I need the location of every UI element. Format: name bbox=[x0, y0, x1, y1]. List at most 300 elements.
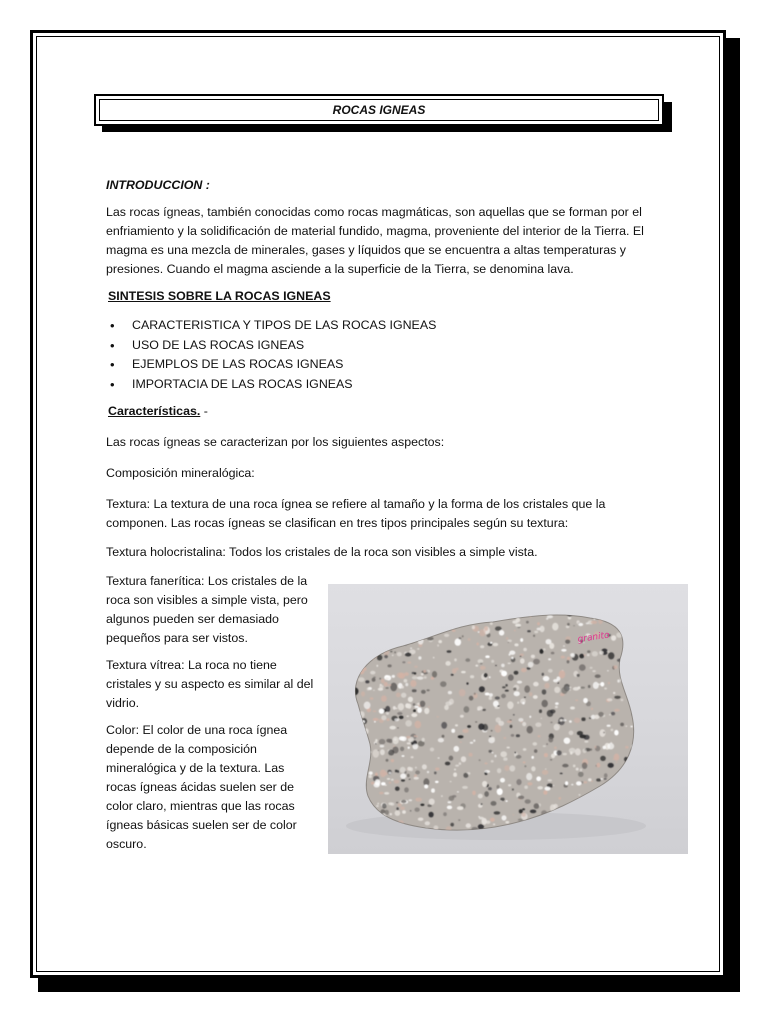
rock-speckle bbox=[516, 734, 520, 737]
rock-speckle bbox=[407, 662, 411, 664]
rock-speckle bbox=[627, 691, 629, 692]
rock-speckle bbox=[634, 691, 640, 698]
rock-speckle bbox=[400, 767, 406, 773]
rock-speckle bbox=[505, 684, 507, 687]
rock-speckle bbox=[563, 645, 565, 647]
rock-speckle bbox=[358, 616, 360, 618]
rock-speckle bbox=[354, 657, 357, 661]
rock-speckle bbox=[527, 630, 531, 632]
rock-speckle bbox=[607, 670, 609, 671]
rock-speckle bbox=[412, 676, 418, 679]
glassy-paragraph: Textura vítrea: La roca no tiene cristales y su aspecto es similar al del vidrio. bbox=[106, 658, 314, 710]
rock-speckle bbox=[351, 785, 355, 789]
rock-speckle bbox=[394, 780, 400, 784]
rock-speckle bbox=[497, 705, 499, 706]
rock-speckle bbox=[360, 741, 366, 745]
rock-speckle bbox=[559, 670, 566, 678]
rock-speckle bbox=[525, 799, 531, 804]
rock-speckle bbox=[379, 792, 383, 795]
rock-speckle bbox=[494, 755, 496, 758]
rock-speckle bbox=[378, 646, 380, 647]
rock-speckle bbox=[386, 739, 391, 743]
rock-speckle bbox=[489, 676, 491, 678]
rock-speckle bbox=[551, 754, 555, 759]
rock-speckle bbox=[399, 716, 404, 719]
rock-speckle bbox=[405, 720, 412, 727]
rock-speckle bbox=[531, 766, 535, 771]
rock-speckle bbox=[478, 659, 484, 663]
rock-speckle bbox=[422, 764, 427, 769]
rock-speckle bbox=[575, 748, 581, 755]
rock-speckle bbox=[494, 811, 501, 814]
rock-speckle bbox=[397, 712, 402, 715]
rock-speckle bbox=[610, 789, 612, 791]
rock-speckle bbox=[406, 736, 410, 739]
rock-speckle bbox=[580, 769, 582, 772]
rock-speckle bbox=[411, 713, 417, 717]
rock-speckle bbox=[354, 754, 357, 757]
rock-speckle bbox=[613, 665, 617, 669]
rock-speckle bbox=[486, 821, 491, 824]
rock-speckle bbox=[524, 697, 526, 698]
rock-speckle bbox=[575, 699, 578, 701]
rock-speckle bbox=[499, 630, 504, 636]
rock-speckle bbox=[591, 781, 593, 782]
rock-speckle bbox=[627, 645, 632, 648]
rock-speckle bbox=[454, 769, 456, 771]
rock-speckle bbox=[369, 751, 371, 753]
rock-speckle bbox=[530, 810, 536, 814]
rock-speckle bbox=[524, 765, 526, 767]
rock-speckle bbox=[384, 682, 388, 687]
rock-speckle bbox=[493, 643, 499, 647]
rock-speckle bbox=[361, 723, 363, 724]
rock-speckle bbox=[406, 715, 409, 717]
rock-speckle bbox=[475, 721, 477, 722]
rock-speckle bbox=[573, 687, 579, 691]
rock-speckle bbox=[502, 815, 507, 820]
rock-speckle bbox=[479, 686, 485, 692]
rock-speckle bbox=[398, 803, 402, 807]
rock-speckle bbox=[543, 648, 546, 650]
rock-speckle bbox=[414, 735, 416, 736]
rock-speckle bbox=[365, 637, 369, 640]
rock-speckle bbox=[348, 743, 353, 746]
rock-speckle bbox=[356, 774, 359, 776]
list-item: • EJEMPLOS DE LAS ROCAS IGNEAS bbox=[106, 355, 666, 375]
rock-speckle bbox=[370, 697, 374, 700]
rock-speckle bbox=[577, 731, 583, 735]
rock-speckle bbox=[567, 623, 570, 626]
rock-speckle bbox=[354, 661, 360, 668]
rock-speckle bbox=[429, 812, 434, 818]
rock-speckle bbox=[614, 709, 620, 712]
rock-speckle bbox=[491, 737, 495, 741]
rock-speckle bbox=[417, 676, 423, 679]
rock-speckle bbox=[630, 726, 632, 728]
rock-speckle bbox=[521, 611, 524, 614]
rock-speckle bbox=[411, 756, 414, 758]
rock-speckle bbox=[613, 692, 615, 694]
rock-speckle bbox=[351, 660, 355, 663]
rock-speckle bbox=[414, 613, 420, 619]
rock-speckle bbox=[356, 617, 363, 623]
rock-speckle bbox=[425, 625, 427, 626]
rock-speckle bbox=[548, 658, 551, 660]
rock-speckle bbox=[533, 682, 539, 687]
rock-speckle bbox=[379, 685, 383, 689]
rock-speckle bbox=[533, 659, 540, 665]
rock-speckle bbox=[570, 653, 575, 657]
rock-speckle bbox=[628, 801, 630, 803]
rock-speckle bbox=[351, 788, 358, 794]
rock-speckle bbox=[597, 763, 601, 768]
rock-speckle bbox=[467, 725, 471, 728]
rock-speckle bbox=[391, 779, 394, 781]
rock-speckle bbox=[472, 791, 476, 796]
rock-speckle bbox=[533, 695, 538, 699]
rock-speckle bbox=[367, 688, 370, 691]
rock-speckle bbox=[479, 759, 481, 761]
rock-speckle bbox=[548, 737, 553, 743]
rock-speckle bbox=[520, 656, 522, 657]
rock-speckle bbox=[495, 626, 502, 630]
rock-photo bbox=[328, 584, 688, 854]
rock-speckle bbox=[589, 717, 591, 719]
rock-speckle bbox=[490, 622, 493, 625]
rock-speckle bbox=[352, 647, 356, 651]
rock-speckle bbox=[464, 706, 470, 713]
rock-speckle bbox=[383, 624, 387, 627]
rock-speckle bbox=[543, 790, 547, 795]
rock-speckle bbox=[387, 778, 390, 780]
rock-speckle bbox=[361, 691, 365, 696]
rock-speckle bbox=[377, 641, 383, 648]
rock-speckle bbox=[630, 816, 633, 818]
rock-speckle bbox=[386, 759, 389, 762]
rock-speckle bbox=[522, 813, 526, 817]
rock-speckle bbox=[414, 777, 419, 780]
rock-speckle bbox=[507, 701, 513, 709]
rock-speckle bbox=[380, 631, 385, 635]
rock-speckle bbox=[375, 739, 377, 742]
rock-shape bbox=[355, 615, 633, 830]
rock-speckle bbox=[528, 782, 533, 785]
rock-speckle bbox=[546, 743, 548, 745]
rock-speckle bbox=[517, 702, 519, 704]
rock-speckle bbox=[485, 693, 490, 696]
rock-speckle bbox=[462, 786, 468, 789]
list-item: • IMPORTACIA DE LAS ROCAS IGNEAS bbox=[106, 375, 666, 395]
rock-speckle bbox=[487, 613, 489, 616]
rock-speckle bbox=[400, 773, 406, 778]
rock-speckle bbox=[625, 787, 631, 791]
rock-speckle bbox=[430, 748, 434, 752]
rock-speckle bbox=[374, 721, 376, 723]
rock-speckle bbox=[415, 767, 417, 769]
rock-speckle bbox=[470, 675, 474, 678]
rock-speckle bbox=[348, 713, 351, 716]
rock-speckle bbox=[391, 759, 394, 762]
rock-speckle bbox=[386, 718, 389, 721]
rock-speckle bbox=[421, 690, 426, 694]
rock-speckle bbox=[452, 668, 457, 673]
rock-speckle bbox=[424, 708, 429, 714]
rock-speckle bbox=[590, 796, 595, 801]
rock-speckle bbox=[561, 687, 567, 694]
rock-speckle bbox=[424, 785, 428, 789]
rock-speckle bbox=[576, 768, 579, 771]
rock-speckle bbox=[584, 654, 586, 656]
title-box bbox=[94, 94, 664, 126]
rock-speckle bbox=[404, 679, 408, 683]
rock-speckle bbox=[388, 684, 392, 686]
rock-speckle bbox=[409, 779, 411, 780]
rock-speckle bbox=[607, 651, 609, 653]
rock-speckle bbox=[380, 749, 385, 755]
rock-speckle bbox=[379, 739, 386, 745]
rock-speckle bbox=[614, 730, 618, 736]
color-paragraph: Color: El color de una roca ígnea depende de la composición mineralógica y de la textura. Las rocas ígneas ácidas suelen ser de color claro, mientras que las rocas ígneas básicas suelen ser de color oscuro. bbox=[106, 723, 297, 851]
rock-speckle bbox=[442, 735, 445, 738]
rock-speckle bbox=[397, 727, 399, 728]
rock-speckle bbox=[463, 773, 468, 778]
rock-speckle bbox=[500, 778, 505, 783]
rock-speckle bbox=[508, 663, 511, 665]
rock-speckle bbox=[390, 611, 394, 615]
rock-speckle bbox=[595, 674, 601, 678]
rock-speckle bbox=[570, 707, 575, 710]
rock-speckle bbox=[630, 651, 632, 652]
rock-speckle bbox=[600, 756, 606, 761]
rock-speckle bbox=[390, 726, 396, 730]
rock-speckle bbox=[590, 748, 592, 750]
rock-speckle bbox=[407, 767, 411, 771]
rock-speckle bbox=[369, 805, 374, 809]
rock-speckle bbox=[604, 773, 608, 778]
rock-speckle bbox=[508, 640, 512, 643]
rock-speckle bbox=[632, 767, 637, 771]
rock-speckle bbox=[393, 706, 396, 710]
rock-speckle bbox=[573, 801, 577, 804]
rock-speckle bbox=[506, 800, 508, 802]
rock-speckle bbox=[522, 808, 525, 810]
synthesis-heading: SINTESIS SOBRE LA ROCAS IGNEAS bbox=[108, 289, 331, 303]
rock-speckle bbox=[452, 630, 456, 632]
texture-paragraph: Textura: La textura de una roca ígnea se refiere al tamaño y la forma de los cristales que la componen. Las rocas ígneas se clasifican en tres tipos principales según su textura: bbox=[106, 497, 606, 530]
rock-speckle bbox=[458, 637, 461, 639]
rock-speckle bbox=[369, 811, 372, 813]
rock-speckle bbox=[508, 784, 511, 786]
characteristics-heading-line bbox=[108, 402, 666, 421]
rock-speckle bbox=[495, 696, 500, 699]
rock-speckle bbox=[598, 712, 604, 717]
rock-speckle bbox=[522, 722, 526, 726]
rock-speckle bbox=[408, 697, 413, 703]
rock-speckle bbox=[506, 637, 509, 640]
rock-speckle bbox=[479, 629, 485, 636]
rock-speckle bbox=[435, 781, 439, 783]
rock-speckle bbox=[555, 706, 558, 709]
rock-speckle bbox=[438, 738, 444, 742]
rock-speckle bbox=[503, 757, 507, 760]
rock-speckle bbox=[402, 810, 406, 814]
rock-speckle bbox=[550, 722, 552, 724]
rock-speckle bbox=[565, 781, 568, 785]
rock-speckle bbox=[554, 724, 560, 731]
rock-speckle bbox=[372, 678, 376, 682]
rock-speckle bbox=[357, 753, 359, 754]
rock-speckle bbox=[350, 786, 353, 788]
rock-speckle bbox=[424, 676, 427, 679]
rock-speckle bbox=[634, 727, 638, 731]
rock-speckle bbox=[589, 796, 593, 801]
rock-label-mark: granito bbox=[577, 630, 611, 645]
rock-speckle bbox=[569, 731, 574, 736]
rock-speckle bbox=[413, 709, 416, 712]
rock-speckle bbox=[484, 763, 487, 765]
rock-speckle bbox=[489, 693, 493, 697]
rock-speckle bbox=[627, 629, 633, 632]
rock-speckle bbox=[386, 712, 389, 715]
rock-speckle bbox=[587, 654, 590, 657]
rock-speckle bbox=[569, 720, 572, 723]
rock-speckle bbox=[603, 732, 605, 734]
rock-speckle bbox=[447, 650, 452, 653]
intro-heading: INTRODUCCION : bbox=[106, 178, 210, 192]
rock-speckle bbox=[401, 686, 404, 689]
rock-speckle bbox=[392, 675, 395, 678]
rock-speckle bbox=[395, 718, 400, 721]
rock-speckle bbox=[608, 652, 614, 659]
rock-speckle bbox=[347, 801, 353, 805]
rock-speckle bbox=[358, 657, 363, 661]
rock-speckle bbox=[497, 785, 500, 789]
rock-speckle bbox=[480, 666, 486, 670]
rock-speckle bbox=[433, 657, 435, 659]
rock-speckle bbox=[524, 685, 530, 692]
rock-speckle bbox=[421, 613, 427, 619]
rock-speckle bbox=[441, 610, 446, 615]
rock-speckle bbox=[512, 788, 514, 790]
rock-speckle bbox=[542, 673, 544, 676]
rock-speckle bbox=[526, 621, 529, 624]
rock-speckle bbox=[377, 621, 382, 626]
rock-speckle bbox=[420, 701, 426, 707]
rock-speckle bbox=[500, 798, 504, 801]
rock-speckle bbox=[472, 626, 475, 630]
rock-speckle bbox=[358, 677, 365, 682]
rock-speckle bbox=[621, 662, 626, 666]
rock-speckle bbox=[580, 687, 585, 689]
rock-speckle bbox=[448, 691, 452, 694]
rock-speckle bbox=[396, 693, 401, 698]
composition-paragraph: Composición mineralógica: bbox=[106, 466, 255, 480]
rock-speckle bbox=[574, 718, 580, 723]
rock-speckle bbox=[427, 689, 430, 691]
rock-speckle bbox=[594, 810, 598, 814]
rock-speckle bbox=[449, 796, 455, 801]
rock-speckle bbox=[401, 693, 406, 698]
rock-speckle bbox=[437, 623, 442, 626]
rock-speckle bbox=[389, 782, 392, 784]
rock-speckle bbox=[462, 729, 468, 733]
rock-speckle bbox=[383, 644, 389, 647]
rock-speckle bbox=[528, 662, 534, 668]
rock-speckle bbox=[398, 643, 400, 644]
rock-speckle bbox=[567, 660, 570, 663]
rock-speckle bbox=[348, 787, 353, 790]
rock-speckle bbox=[396, 802, 398, 803]
rock-speckle bbox=[489, 697, 492, 700]
rock-speckle bbox=[415, 770, 420, 774]
rock-speckle bbox=[485, 655, 489, 658]
rock-speckle bbox=[567, 610, 573, 617]
rock-speckle bbox=[421, 633, 423, 635]
rock-speckle bbox=[392, 655, 394, 657]
rock-speckle bbox=[391, 644, 395, 646]
rock-speckle bbox=[627, 809, 630, 811]
rock-speckle bbox=[455, 724, 458, 726]
rock-speckle bbox=[358, 624, 365, 630]
rock-speckle bbox=[369, 775, 372, 778]
rock-speckle bbox=[469, 753, 473, 757]
rock-speckle bbox=[360, 737, 363, 739]
rock-speckle bbox=[554, 687, 560, 693]
rock-speckle bbox=[501, 671, 507, 677]
rock-speckle bbox=[436, 716, 439, 717]
rock-speckle bbox=[512, 814, 514, 815]
rock-speckle bbox=[371, 627, 377, 630]
rock-speckle bbox=[418, 656, 421, 659]
rock-speckle bbox=[407, 742, 411, 744]
rock-speckle bbox=[577, 674, 580, 677]
rock-speckle bbox=[451, 674, 454, 676]
rock-image bbox=[328, 584, 688, 854]
rock-speckle bbox=[497, 788, 503, 795]
rock-speckle bbox=[599, 651, 603, 655]
rock-speckle bbox=[385, 687, 388, 689]
rock-speckle bbox=[384, 655, 388, 659]
rock-speckle bbox=[475, 665, 478, 667]
rock-speckle bbox=[420, 804, 424, 806]
rock-speckle bbox=[513, 714, 515, 716]
rock-speckle bbox=[460, 741, 462, 743]
rock-speckle bbox=[441, 795, 443, 797]
rock-speckle bbox=[496, 717, 501, 722]
rock-speckle bbox=[429, 799, 435, 805]
intro-paragraph: Las rocas ígneas, también conocidas como rocas magmáticas, son aquellas que se forman por el enfriamiento y la solidificación de material fundido, magma, proveniente del interior de la Tierra. El magma es una mezcla de minerales, gases y líquidos que se encuentra a altas temperaturas y presiones. Cuando el magma asciende a la superficie de la Tierra, se denomina lava. bbox=[106, 205, 644, 276]
rock-speckle bbox=[388, 664, 392, 667]
rock-speckle bbox=[362, 808, 367, 811]
rock-speckle bbox=[514, 691, 520, 696]
rock-speckle bbox=[373, 718, 379, 721]
rock-speckle bbox=[539, 709, 542, 713]
rock-speckle bbox=[468, 638, 471, 641]
rock-speckle bbox=[579, 664, 586, 671]
rock-speckle bbox=[400, 807, 405, 810]
rock-speckle bbox=[631, 754, 636, 759]
rock-speckle bbox=[415, 721, 422, 729]
rock-speckle bbox=[531, 655, 535, 659]
rock-speckle bbox=[523, 761, 526, 763]
rock-speckle bbox=[387, 647, 389, 649]
rock-speckle bbox=[633, 616, 639, 621]
rock-speckle bbox=[548, 779, 552, 781]
rock-speckle bbox=[558, 797, 561, 800]
rock-speckle bbox=[518, 796, 524, 800]
rock-speckle bbox=[395, 787, 400, 791]
